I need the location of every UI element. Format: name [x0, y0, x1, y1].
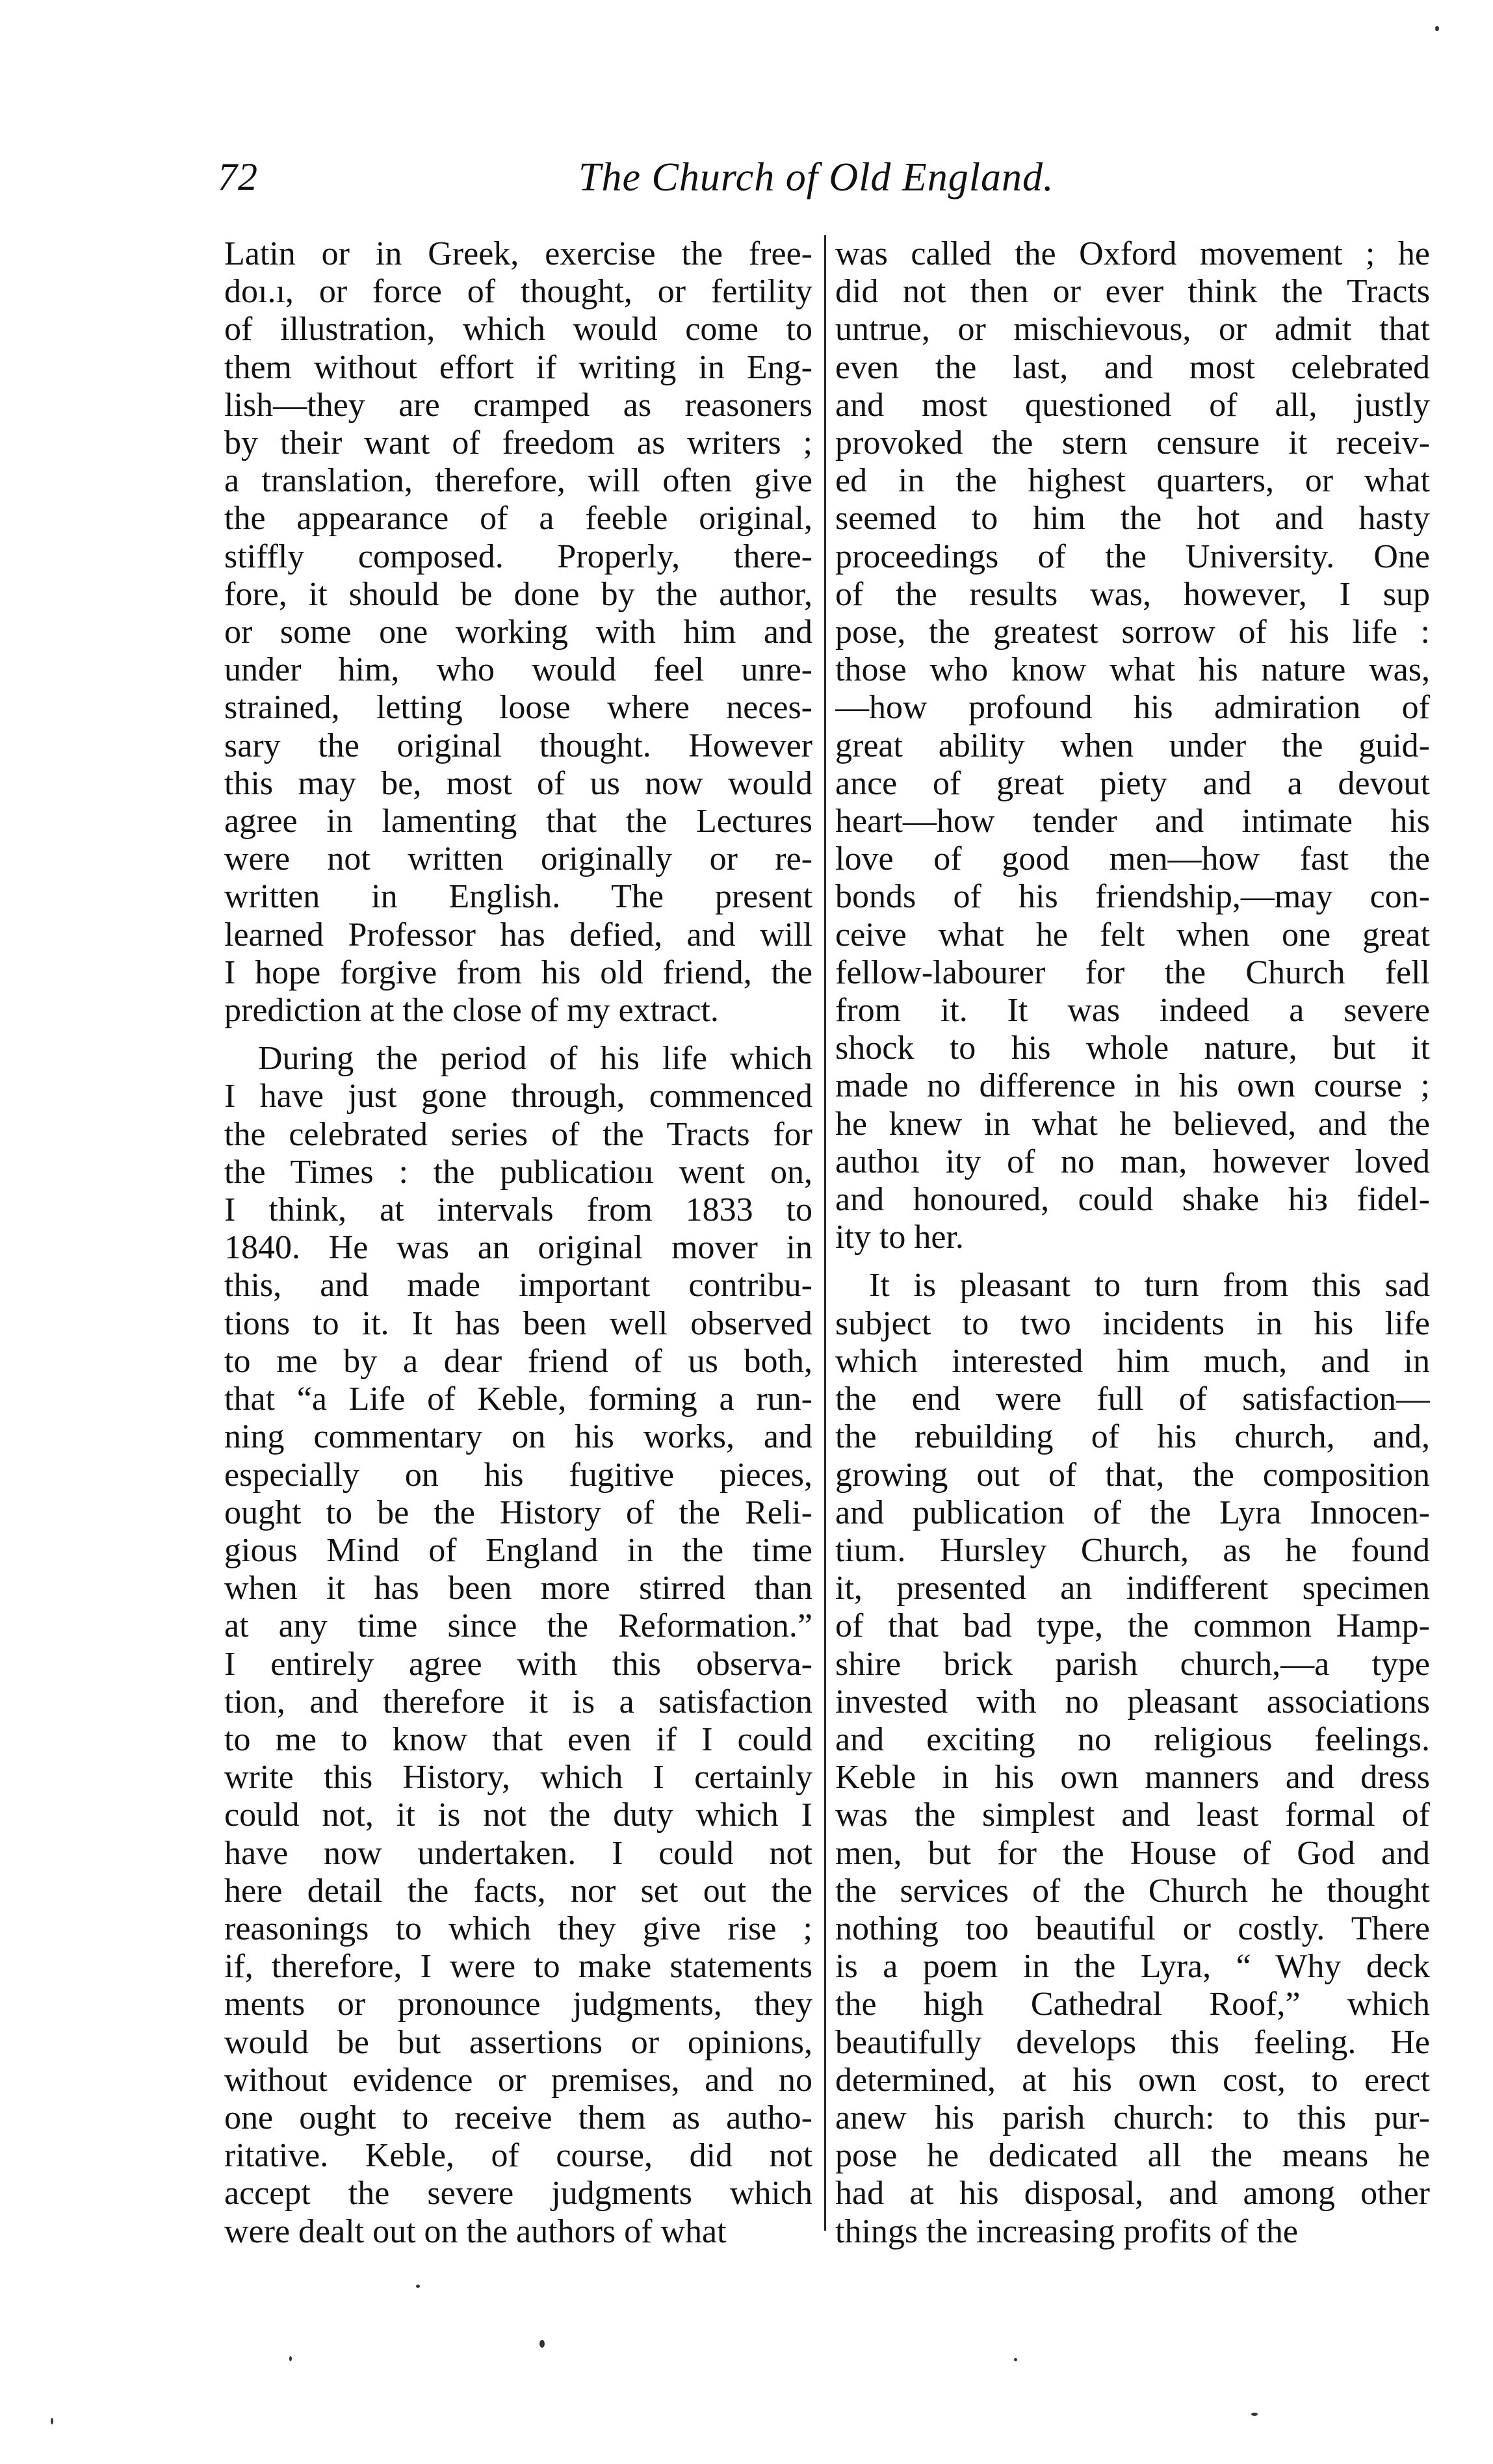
- text-line: this may be, most of us now would: [224, 764, 812, 802]
- text-line: beautifully develops this feeling. He: [835, 2023, 1430, 2061]
- text-line: pose, the greatest sorrow of his life :: [835, 614, 1430, 651]
- text-line: great ability when under the guid-: [835, 727, 1430, 764]
- text-line: could not, it is not the duty which I: [224, 1796, 812, 1834]
- text-line: of the results was, however, I sup: [835, 575, 1430, 613]
- text-line: tions to it. It has been well observed: [224, 1304, 812, 1342]
- text-line: to me to know that even if I could: [224, 1720, 812, 1758]
- text-line: under him, who would feel unre-: [224, 651, 812, 689]
- text-line: had at his disposal, and among other: [835, 2175, 1430, 2212]
- text-line: the celebrated series of the Tracts for: [224, 1115, 812, 1153]
- text-line: lish—they are cramped as reasoners: [224, 386, 812, 424]
- text-line: when it has been more stirred than: [224, 1570, 812, 1607]
- text-line: one ought to receive them as autho-: [224, 2099, 812, 2136]
- text-line: the appearance of a feeble original,: [224, 500, 812, 538]
- text-line: provoked the stern censure it receiv-: [835, 424, 1430, 462]
- text-line: subject to two incidents in his life: [835, 1304, 1430, 1342]
- text-line: was the simplest and least formal of: [835, 1796, 1430, 1834]
- text-line: I have just gone through, commenced: [224, 1078, 812, 1115]
- text-line: During the period of his life which: [258, 1040, 812, 1078]
- text-line: especially on his fugitive pieces,: [224, 1456, 812, 1494]
- text-line: at any time since the Reformation.”: [224, 1607, 812, 1645]
- text-line: ceive what he felt when one great: [835, 916, 1430, 953]
- text-line: fore, it should be done by the author,: [224, 575, 812, 613]
- text-line: nothing too beautiful or costly. There: [835, 1910, 1430, 1947]
- text-line: I entirely agree with this observa-: [224, 1645, 812, 1683]
- text-line: anew his parish church: to this pur-: [835, 2099, 1430, 2136]
- text-line: tion, and therefore it is a satisfaction: [224, 1683, 812, 1720]
- text-line: from it. It was indeed a severe: [835, 992, 1430, 1030]
- text-line: this, and made important contribu-: [224, 1267, 812, 1304]
- text-line: ed in the highest quarters, or what: [835, 462, 1430, 500]
- text-line: is a poem in the Lyra, “ Why deck: [835, 1948, 1430, 1986]
- print-speck: [289, 2356, 292, 2361]
- text-line: pose he dedicated all the means he: [835, 2137, 1430, 2175]
- text-line: ity to her.: [835, 1219, 964, 1256]
- text-line: and honoured, could shake hiз fidel-: [835, 1181, 1430, 1219]
- text-line: It is pleasant to turn from this sad: [869, 1267, 1430, 1304]
- text-line: ought to be the History of the Reli-: [224, 1494, 812, 1531]
- text-line: shock to his whole nature, but it: [835, 1030, 1430, 1067]
- text-line: growing out of that, the composition: [835, 1456, 1430, 1494]
- text-line: he knew in what he believed, and the: [835, 1105, 1430, 1143]
- text-line: were not written originally or re-: [224, 840, 812, 878]
- text-line: I think, at intervals from 1833 to: [224, 1191, 812, 1229]
- text-line: love of good men—how fast the: [835, 840, 1430, 878]
- page-header: [218, 155, 1446, 207]
- text-line: by their want of freedom as writers ;: [224, 424, 812, 462]
- text-line: ance of great piety and a devout: [835, 764, 1430, 802]
- text-line: the end were full of satisfaction—: [835, 1381, 1430, 1418]
- text-line: shire brick parish church,—a type: [835, 1645, 1430, 1683]
- print-speck: [51, 2418, 53, 2424]
- print-speck: [1435, 26, 1439, 31]
- text-line: agree in lamenting that the Lectures: [224, 803, 812, 840]
- text-line: stiffly composed. Properly, there-: [224, 538, 812, 575]
- text-line: fellow-labourer for the Church fell: [835, 953, 1430, 991]
- text-line: Latin or in Greek, exercise the free-: [224, 235, 812, 272]
- print-speck: [539, 2340, 545, 2348]
- text-line: 1840. He was an original mover in: [224, 1229, 812, 1267]
- text-line: Keble in his own manners and dress: [835, 1759, 1430, 1796]
- text-line: I hope forgive from his old friend, the: [224, 953, 812, 991]
- text-line: written in English. The present: [224, 878, 812, 916]
- text-line: the rebuilding of his church, and,: [835, 1418, 1430, 1456]
- text-line: doı.ı, or force of thought, or fertility: [224, 273, 812, 311]
- print-speck: [1014, 2358, 1017, 2361]
- text-line: determined, at his own cost, to erect: [835, 2061, 1430, 2099]
- text-line: heart—how tender and intimate his: [835, 803, 1430, 840]
- text-line: made no difference in his own course ;: [835, 1067, 1430, 1105]
- text-line: gious Mind of England in the time: [224, 1531, 812, 1569]
- text-line: prediction at the close of my extract.: [224, 992, 719, 1030]
- text-line: seemed to him the hot and hasty: [835, 500, 1430, 538]
- text-line: would be but assertions or opinions,: [224, 2023, 812, 2061]
- text-line: reasonings to which they give rise ;: [224, 1910, 812, 1947]
- text-line: here detail the facts, nor set out the: [224, 1872, 812, 1910]
- paragraph-gap: [224, 1030, 812, 1040]
- text-line: ments or pronounce judgments, they: [224, 1986, 812, 2023]
- text-line: the services of the Church he thought: [835, 1872, 1430, 1910]
- paragraph-gap: [835, 1256, 1430, 1267]
- text-line: and most questioned of all, justly: [835, 386, 1430, 424]
- text-line: write this History, which I certainly: [224, 1759, 812, 1796]
- text-line: the high Cathedral Roof,” which: [835, 1986, 1430, 2023]
- text-line: —how profound his admiration of: [835, 689, 1430, 727]
- text-line: it, presented an indifferent specimen: [835, 1570, 1430, 1607]
- text-line: and exciting no religious feelings.: [835, 1720, 1430, 1758]
- text-line: the Times : the publicatioıı went on,: [224, 1153, 812, 1191]
- running-head: The Church of Old England.: [578, 155, 1054, 200]
- text-line: invested with no pleasant associations: [835, 1683, 1430, 1720]
- left-column: [224, 235, 812, 2251]
- text-line: men, but for the House of God and: [835, 1834, 1430, 1872]
- text-line: bonds of his friendship,—may con-: [835, 878, 1430, 916]
- text-line: of that bad type, the common Hamp-: [835, 1607, 1430, 1645]
- text-line: of illustration, which would come to: [224, 311, 812, 348]
- text-line: sary the original thought. However: [224, 727, 812, 764]
- text-line: things the increasing profits of the: [835, 2212, 1298, 2250]
- right-column: [835, 235, 1430, 2251]
- text-line: strained, letting loose where neces-: [224, 689, 812, 727]
- text-line: those who know what his nature was,: [835, 651, 1430, 689]
- page-number: 72: [218, 155, 258, 198]
- text-line: proceedings of the University. One: [835, 538, 1430, 575]
- text-line: even the last, and most celebrated: [835, 348, 1430, 386]
- column-divider: [824, 235, 826, 2231]
- text-line: without evidence or premises, and no: [224, 2061, 812, 2099]
- text-line: have now undertaken. I could not: [224, 1834, 812, 1872]
- text-line: that “a Life of Keble, forming a run-: [224, 1381, 812, 1418]
- text-line: authoı ity of no man, however loved: [835, 1143, 1430, 1180]
- text-line: them without effort if writing in Eng-: [224, 348, 812, 386]
- text-line: learned Professor has defied, and will: [224, 916, 812, 953]
- print-speck: [1251, 2413, 1258, 2416]
- text-line: accept the severe judgments which: [224, 2175, 812, 2212]
- text-line: ning commentary on his works, and: [224, 1418, 812, 1456]
- text-line: a translation, therefore, will often give: [224, 462, 812, 500]
- text-line: or some one working with him and: [224, 614, 812, 651]
- text-line: were dealt out on the authors of what: [224, 2212, 727, 2250]
- text-line: if, therefore, I were to make statements: [224, 1948, 812, 1986]
- text-line: and publication of the Lyra Innocen-: [835, 1494, 1430, 1531]
- text-line: tium. Hursley Church, as he found: [835, 1531, 1430, 1569]
- text-line: did not then or ever think the Tracts: [835, 273, 1430, 311]
- text-line: untrue, or mischievous, or admit that: [835, 311, 1430, 348]
- text-line: ritative. Keble, of course, did not: [224, 2137, 812, 2175]
- print-speck: [416, 2285, 420, 2288]
- text-line: was called the Oxford movement ; he: [835, 235, 1430, 272]
- text-line: which interested him much, and in: [835, 1342, 1430, 1380]
- text-line: to me by a dear friend of us both,: [224, 1342, 812, 1380]
